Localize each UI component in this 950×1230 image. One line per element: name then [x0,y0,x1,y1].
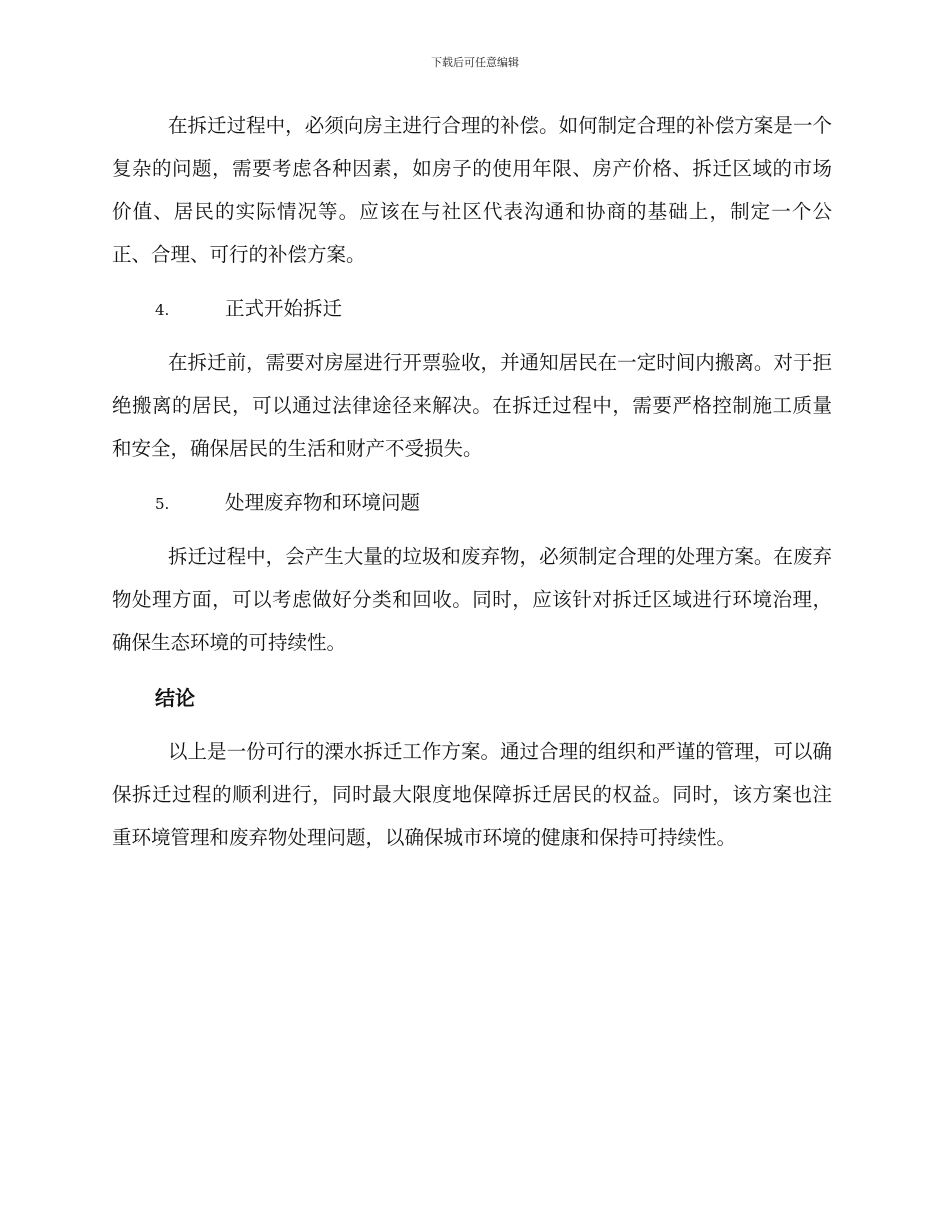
paragraph-waste: 拆迁过程中，会产生大量的垃圾和废弃物，必须制定合理的处理方案。在废弃物处理方面，可以考虑做好分类和回收。同时，应该针对拆迁区域进行环境治理，确保生态环境的可持续性。 [112,545,832,654]
conclusion-heading: 结论 [155,686,195,710]
section-title: 正式开始拆迁 [225,297,343,320]
section-heading-4 [155,294,342,325]
paragraph-conclusion: 以上是一份可行的溧水拆迁工作方案。通过合理的组织和严谨的管理，可以确保拆迁过程的顺利进行，同时最大限度地保障拆迁居民的权益。同时，该方案也注重环境管理和废弃物处理问题，以确保城市环境的健康和保持可持续性。 [112,740,832,849]
page-header: 下载后可任意编辑 [431,56,519,69]
paragraph-compensation: 在拆迁过程中，必须向房主进行合理的补偿。如何制定合理的补偿方案是一个复杂的问题，需要考虑各种因素，如房子的使用年限、房产价格、拆迁区域的市场价值、居民的实际情况等。应该在与社区代表沟通和协商的基础上，制定一个公正、合理、可行的补偿方案。 [112,114,832,266]
section-title: 处理废弃物和环境问题 [225,491,421,514]
section-number: 4. [155,301,170,319]
section-number: 5. [155,495,170,513]
section-heading-5 [155,488,420,519]
paragraph-demolition: 在拆迁前，需要对房屋进行开票验收，并通知居民在一定时间内搬离。对于拒绝搬离的居民，可以通过法律途径来解决。在拆迁过程中，需要严格控制施工质量和安全，确保居民的生活和财产不受损失。 [112,351,832,460]
